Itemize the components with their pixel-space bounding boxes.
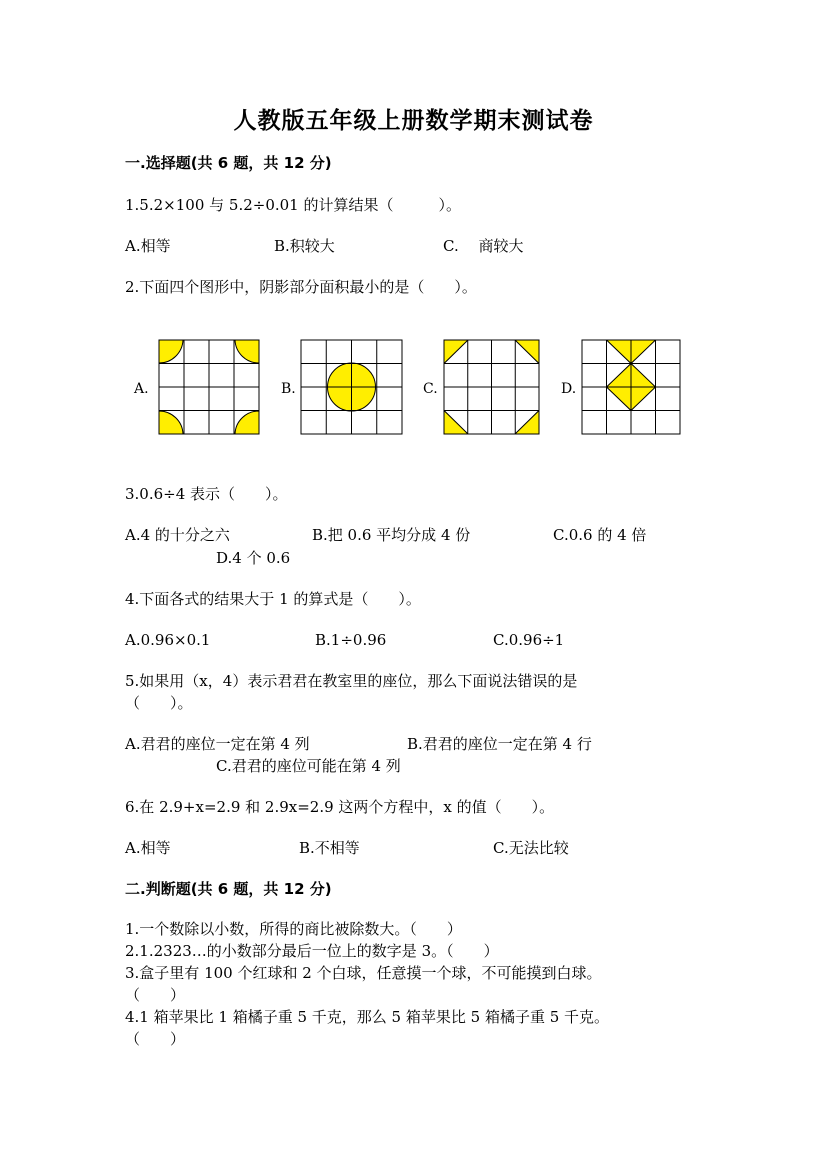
q4-stem: 4.下面各式的结果大于 1 的算式是（ ）。 [125, 590, 421, 608]
q3-option-b[interactable]: B.把 0.6 平均分成 4 份 [312, 526, 471, 544]
q4-option-a[interactable]: A.0.96×0.1 [125, 631, 211, 649]
figure-a-label: A. [134, 381, 149, 397]
q5-option-b[interactable]: B.君君的座位一定在第 4 行 [407, 735, 592, 753]
figure-c-grid [443, 339, 540, 435]
q5-option-c[interactable]: C.君君的座位可能在第 4 列 [216, 757, 401, 775]
q2-stem: 2.下面四个图形中，阴影部分面积最小的是（ ）。 [125, 278, 477, 296]
q1-option-a[interactable]: A.相等 [125, 237, 171, 255]
tf-item-2: 2.1.2323…的小数部分最后一位上的数字是 3。（ ） [125, 942, 499, 960]
q3-stem: 3.0.6÷4 表示（ ）。 [125, 485, 288, 503]
q3-option-c[interactable]: C.0.6 的 4 倍 [553, 526, 647, 544]
section-2-heading: 二.判断题(共 6 题，共 12 分) [125, 880, 332, 898]
q3-option-d[interactable]: D.4 个 0.6 [216, 549, 291, 567]
figure-a-grid [158, 339, 260, 435]
q3-option-a[interactable]: A.4 的十分之六 [125, 526, 230, 544]
tf-item-4-blank[interactable]: （ ） [125, 1030, 186, 1048]
figure-b-grid [300, 339, 403, 435]
page-title: 人教版五年级上册数学期末测试卷 [233, 107, 594, 134]
tf-item-4: 4.1 箱苹果比 1 箱橘子重 5 千克，那么 5 箱苹果比 5 箱橘子重 5 千克。 [125, 1008, 610, 1026]
tf-item-1: 1.一个数除以小数，所得的商比被除数大。（ ） [125, 920, 462, 938]
q6-option-c[interactable]: C.无法比较 [493, 839, 569, 857]
q6-stem: 6.在 2.9+x=2.9 和 2.9x=2.9 这两个方程中，x 的值（ ）。 [125, 798, 555, 816]
tf-item-3: 3.盒子里有 100 个红球和 2 个白球，任意摸一个球，不可能摸到白球。 [125, 964, 602, 982]
figure-b-label: B. [281, 381, 296, 397]
q4-option-c[interactable]: C.0.96÷1 [493, 631, 565, 649]
q5-stem-cont: （ ）。 [125, 694, 193, 712]
q1-option-c[interactable]: C. 商较大 [443, 237, 524, 255]
figure-d-grid [581, 339, 681, 435]
q1-stem: 1.5.2×100 与 5.2÷0.01 的计算结果（ ）。 [125, 196, 461, 214]
figure-d-label: D. [561, 381, 577, 397]
tf-item-3-blank[interactable]: （ ） [125, 986, 186, 1004]
figure-c-label: C. [423, 381, 438, 397]
q5-stem: 5.如果用（x，4）表示君君在教室里的座位，那么下面说法错误的是 [125, 672, 578, 690]
q4-option-b[interactable]: B.1÷0.96 [315, 631, 387, 649]
q1-option-b[interactable]: B.积较大 [274, 237, 335, 255]
q6-option-a[interactable]: A.相等 [125, 839, 171, 857]
section-1-heading: 一.选择题(共 6 题，共 12 分) [125, 154, 332, 172]
q5-option-a[interactable]: A.君君的座位一定在第 4 列 [125, 735, 310, 753]
q6-option-b[interactable]: B.不相等 [299, 839, 360, 857]
